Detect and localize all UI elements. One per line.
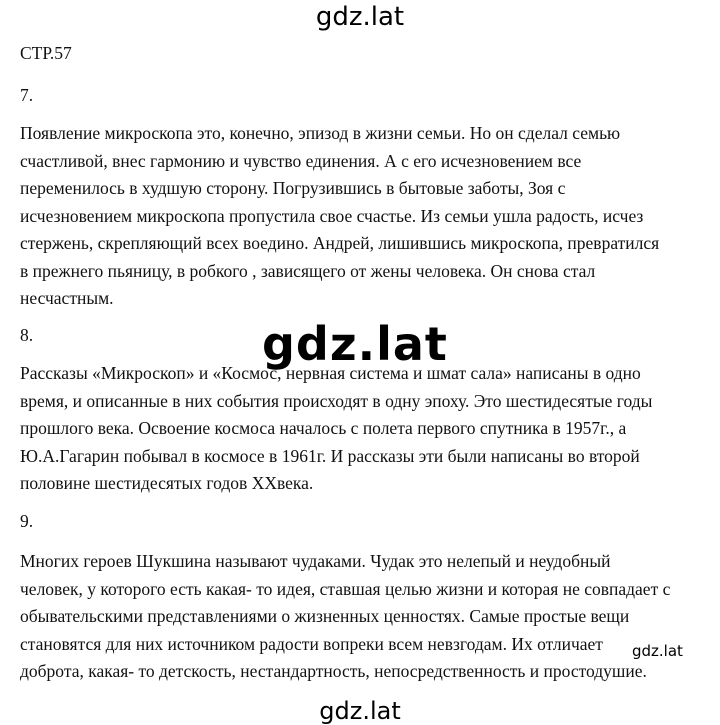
section-number: 7.: [20, 85, 34, 105]
watermark-small: gdz.lat: [632, 642, 683, 660]
text-line: человек, у которого есть какая- то идея, ставшая целью жизни и которая не совпадает с: [20, 578, 671, 599]
watermark-middle: gdz.lat: [262, 317, 448, 371]
text-line: половине шестидесятых годов XXвека.: [20, 473, 314, 493]
section-number: 8.: [20, 325, 34, 345]
text-line: обывательскими представлениями о жизненных ценностях. Самые простые вещи: [20, 606, 630, 626]
section-9-text: [20, 548, 700, 686]
text-line: стержень, скрепляющий всех воедино. Андрей, лишившись микроскопа, превратился: [20, 233, 660, 253]
text-line: Появление микроскопа это, конечно, эпизод в жизни семьи. Но он сделал семью: [20, 123, 621, 143]
text-line: исчезновением микроскопа пропустила свое счастье. Из семьи ушла радость, исчез: [20, 205, 644, 226]
section-7-number: [20, 82, 700, 110]
text-line: Ю.А.Гагарин побывал в космосе в 1961г. И рассказы эти были написаны во второй: [20, 445, 640, 466]
text-line: счастливой, внес гармонию и чувство единения. А с его исчезновением все: [20, 150, 582, 171]
text-line: в прежнего пьяницу, в робкого , зависящего от жены человека. Он снова стал: [20, 260, 596, 281]
text-line: Многих героев Шукшина называют чудаками. Чудак это нелепый и неудобный: [20, 551, 611, 571]
section-number: 9.: [20, 511, 34, 531]
section-7-text: [20, 120, 700, 313]
text-line: прошлого века. Освоение космоса началось с полета первого спутника в 1957г., а: [20, 418, 627, 438]
watermark-bottom: gdz.lat: [319, 697, 401, 725]
page-label: [20, 40, 700, 68]
section-9-number: [20, 508, 700, 536]
text-line: несчастным.: [20, 288, 114, 308]
text-line: доброта, какая- то детскость, нестандартность, непосредственность и простодушие.: [20, 661, 647, 681]
text-line: Рассказы «Микроскоп» и «Космос, нервная система и шмат сала» написаны в одно: [20, 363, 641, 383]
watermark-top: gdz.lat: [315, 2, 405, 32]
text-line: время, и описанные в них события происходят в одну эпоху. Это шестидесятые годы: [20, 390, 653, 411]
section-8-text: [20, 360, 700, 498]
text-line: становятся для них источником радости вопреки всем невзгодам. Их отличает: [20, 633, 603, 654]
page-label-text: СТР.57: [20, 43, 72, 63]
text-line: переменилось в худшую сторону. Погрузившись в бытовые заботы, Зоя с: [20, 178, 566, 198]
